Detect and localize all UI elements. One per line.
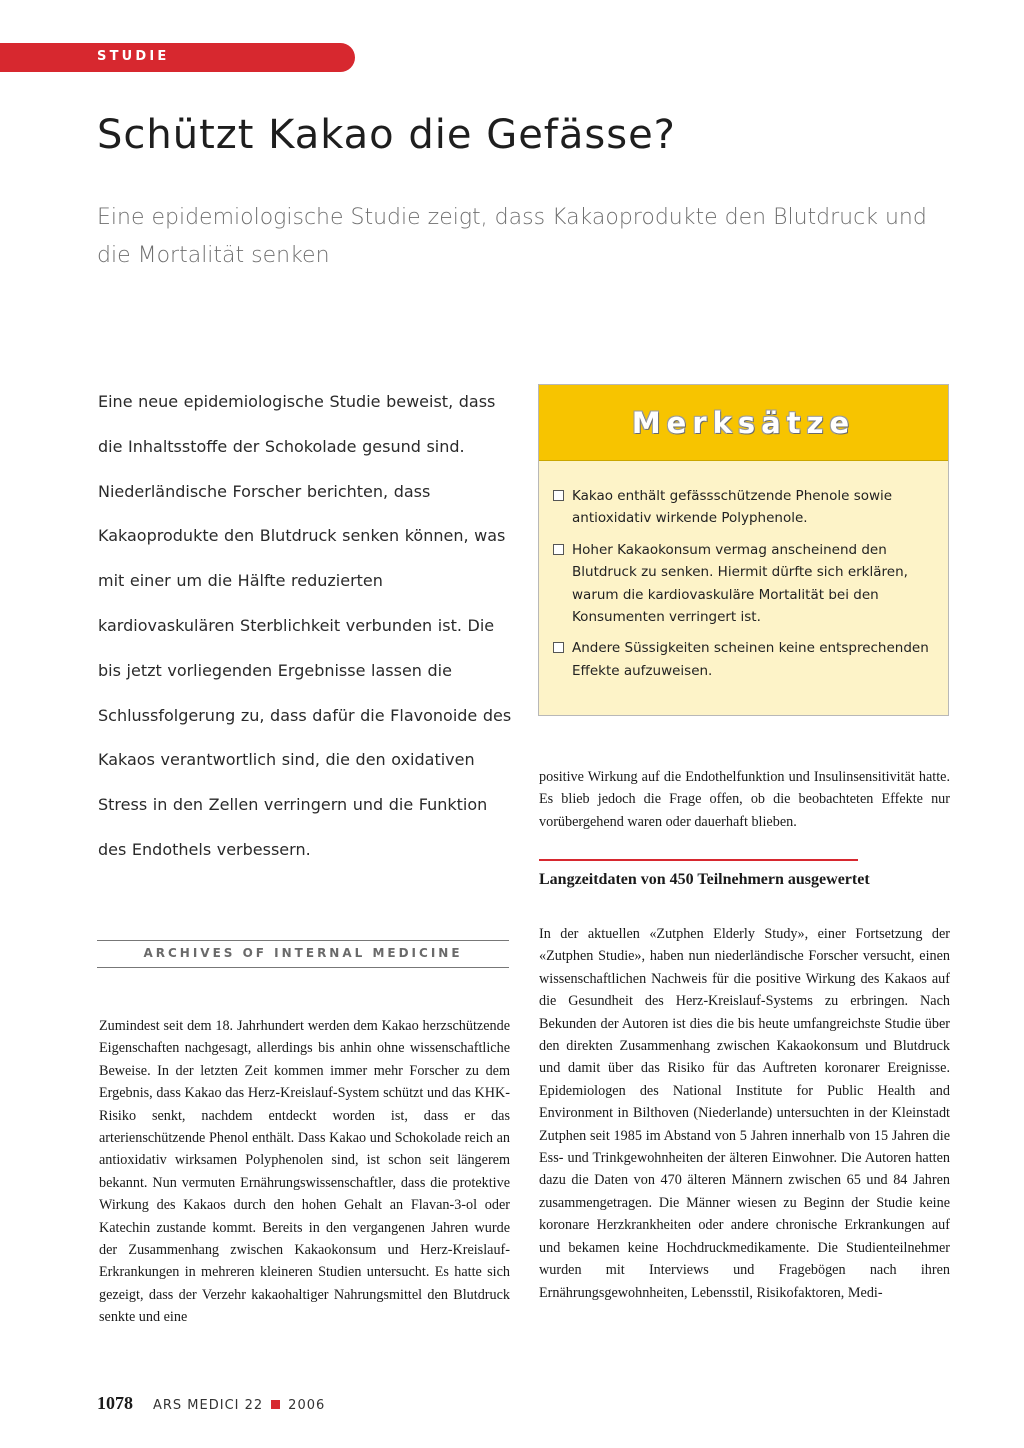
merksaetze-box [538,384,949,716]
page-footer [97,1393,325,1414]
subheading: Langzeitdaten von 450 Teilnehmern ausgewertet [539,871,870,888]
checkbox-bullet-icon [553,544,564,555]
merksaetze-item [553,485,932,530]
merksaetze-item-text: Hoher Kakaokonsum vermag anscheinend den Blutdruck zu senken. Hiermit dürfte sich erklären, warum die kardiovaskuläre Mortalität bei den Konsumenten verringert ist. [572,541,908,626]
article-title: Schützt Kakao die Gefässe? [97,112,676,158]
article-subtitle: Eine epidemiologische Studie zeigt, dass Kakaoprodukte den Blutdruck und die Mortalität senken [97,205,927,268]
source-rule-bottom [97,967,509,968]
page-number: 1078 [97,1393,133,1413]
merksaetze-list [539,461,948,682]
merksaetze-header [539,385,948,461]
checkbox-bullet-icon [553,490,564,501]
merksaetze-item-text: Kakao enthält gefässschützende Phenole sowie antioxidativ wirkende Polyphenole. [572,488,893,527]
body-text-right-top: positive Wirkung auf die Endothelfunktion und Insulinsensitivität hatte. Es blieb jedoch die Frage offen, ob die beobachteten Effekte nur vorübergehend waren oder dauerhaft blieben. [539,769,950,830]
checkbox-bullet-icon [553,642,564,653]
body-text-right: In der aktuellen «Zutphen Elderly Study», einer Fortsetzung der «Zutphen Studie», haben nun niederländische Forscher versucht, einen wissenschaftlichen Nachweis für die positive Wirkung des Kakaos auf die Gesundheit des Herz-Kreislauf-Systems zu erbringen. Nach Bekunden der Autoren ist dies die bis heute umfangreichste Studie über den direkten Zusammenhang zwischen Kakaokonsum und Blutdruck und damit über das Risiko für das Auftreten koronarer Ereignisse. Epidemiologen des National Institute for Public Health and Environment in Bilthoven (Niederlande) untersuchten in der Kleinstadt Zutphen seit 1985 im Abstand von 5 Jahren innerhalb von 15 Jahren die Ess- und Trinkgewohnheiten der älteren Einwohner. Die Autoren hatten dazu die Daten von 470 älteren Männern zwischen 65 und 84 Jahren zusammengetragen. Die Männer wiesen zu Beginn der Studie keine koronare Herzkrankheiten oder andere chronische Erkrankungen auf und bekamen keine Hochdruckmedikamente. Die Studienteilnehmer wurden mit Interviews und Fragebögen nach ihren Ernährungsgewohnheiten, Lebensstil, Risikofaktoren, Medi- [539,926,950,1301]
subheading-rule [539,859,858,861]
publication-year: 2006 [288,1398,326,1413]
source-label: ARCHIVES OF INTERNAL MEDICINE [143,946,463,960]
body-text-left: Zumindest seit dem 18. Jahrhundert werden dem Kakao herzschützende Eigenschaften nachgesagt, allerdings bis anhin ohne wissenschaftliche Beweise. In der letzten Zeit kommen immer mehr Forscher zu dem Ergebnis, dass Kakao das Herz-Kreislauf-System schützt und das KHK-Risiko senkt, nachdem entdeckt worden ist, dass er das arterienschützende Phenol enthält. Dass Kakao und Schokolade reich an antioxidativ wirksamen Polyphenolen sind, ist schon seit längerem bekannt. Nun vermuten Ernährungswissenschaftler, dass die protektive Wirkung des Kakaos durch den hohen Gehalt an Flavan-3-ol oder Katechin zustande kommt. Bereits in den vergangenen Jahren wurde der Zusammenhang zwischen Kakaokonsum und Herz-Kreislauf-Erkrankungen in mehreren kleineren Studien untersucht. Es hatte sich gezeigt, dass der Verzehr kakaohaltiger Nahrungsmittel den Blutdruck senkte und eine [99,1018,510,1326]
source-rule-top [97,940,509,941]
journal-name: ARS MEDICI 22 [153,1398,264,1413]
square-separator-icon [271,1400,280,1409]
merksaetze-item [553,539,932,629]
lead-paragraph: Eine neue epidemiologische Studie beweist, dass die Inhaltsstoffe der Schokolade gesund sind. Niederländische Forscher berichten, dass Kakaoprodukte den Blutdruck senken können, was mit einer um die Hälfte reduzierten kardiovaskulären Sterblichkeit verbunden ist. Die bis jetzt vorliegenden Ergebnisse lassen die Schlussfolgerung zu, dass dafür die Flavonoide des Kakaos verantwortlich sind, die den oxidativen Stress in den Zellen verringern und die Funktion des Endothels verbessern. [98,392,512,859]
merksaetze-item [553,637,932,682]
section-label: STUDIE [97,49,170,64]
merksaetze-item-text: Andere Süssigkeiten scheinen keine entsprechenden Effekte aufzuweisen. [572,640,929,679]
merksaetze-title: Merksätze [631,405,856,440]
section-tag [0,43,355,72]
